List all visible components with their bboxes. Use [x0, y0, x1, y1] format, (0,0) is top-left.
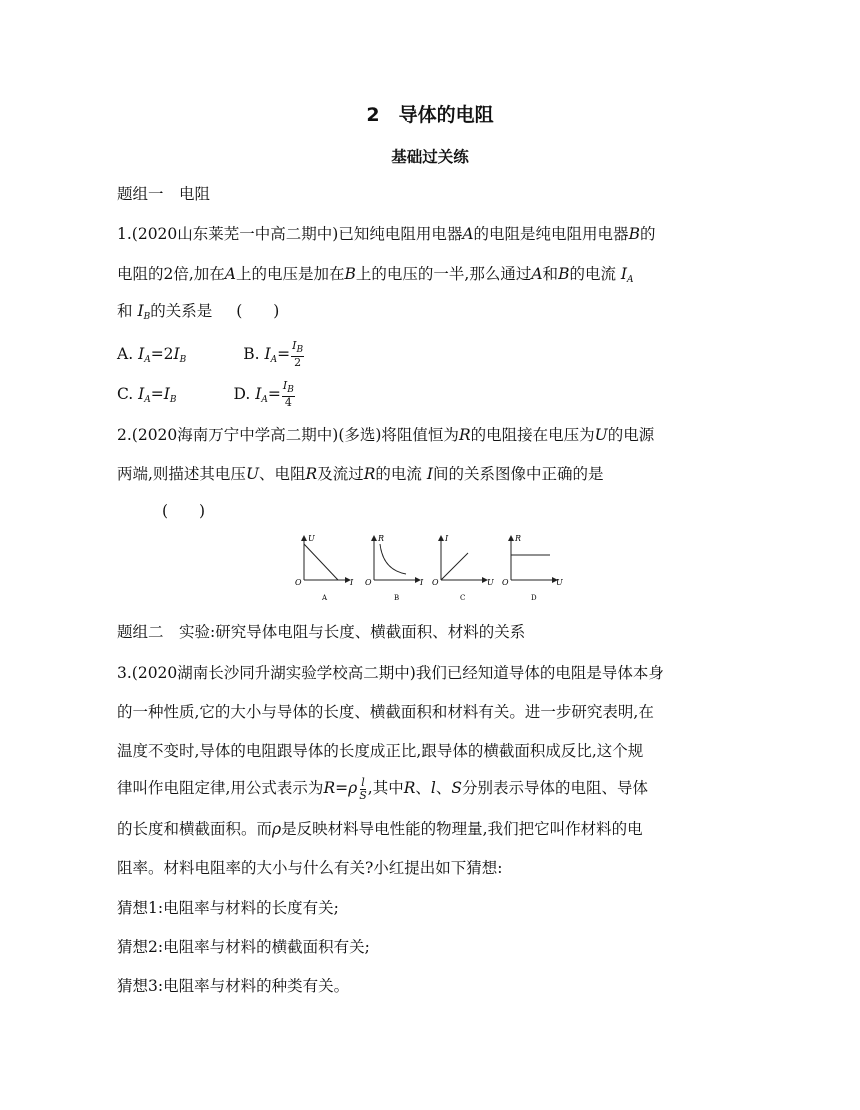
graph-b[interactable] — [365, 534, 424, 602]
q3-line4: 律叫作电阻定律,用公式表示为R=ρ $\frac{l}{S}$ ,其中R、l、S分别表示导体的电阻、导体 — [117, 775, 649, 802]
group2-heading: 题组二 实验:研究导体电阻与长度、横截面积、材料的关系 — [117, 623, 526, 641]
graph-a-y-label: U — [308, 534, 315, 543]
section-subtitle: 基础过关练 — [391, 148, 469, 166]
graph-a-origin: O — [295, 578, 302, 587]
graph-b-curve — [380, 544, 406, 574]
graph-b-x-label: I — [420, 578, 424, 587]
graph-c-origin: O — [432, 578, 439, 587]
group1-heading: 题组一 电阻 — [117, 185, 211, 203]
q1-line2: 电阻的2倍,加在A上的电压是加在B上的电压的一半,那么通过A和B的电流 $I_A$ — [117, 265, 634, 285]
graph-c-y-label: I — [445, 534, 449, 543]
graph-a-curve — [304, 544, 338, 580]
guess-3: 猜想3:电阻率与材料的种类有关。 — [117, 977, 350, 995]
graph-d-x-label: U — [556, 578, 563, 587]
graph-c-curve — [441, 553, 468, 580]
graph-a-x-label: I — [350, 578, 354, 587]
q1-line3: 和 $I_B$的关系是 ( ) — [117, 302, 280, 322]
graph-d-y-label: R — [515, 534, 522, 543]
q3-line2: 的一种性质,它的大小与导体的长度、横截面积和材料有关。进一步研究表明,在 — [117, 703, 654, 721]
q1-line1: 1.(2020山东莱芜一中高二期中)已知纯电阻用电器A的电阻是纯电阻用电器B的 — [117, 225, 656, 243]
graph-d-label: D — [531, 594, 537, 602]
graph-b-y-label: R — [378, 534, 385, 543]
q2-graph-options — [290, 530, 570, 605]
q3-line3: 温度不变时,导体的电阻跟导体的长度成正比,跟导体的横截面积成反比,这个规 — [117, 742, 644, 760]
graph-b-origin: O — [365, 578, 372, 587]
page-title: 2 导体的电阻 — [366, 104, 494, 126]
graph-c[interactable] — [432, 534, 494, 602]
guess-2: 猜想2:电阻率与材料的横截面积有关; — [117, 938, 370, 956]
graph-a[interactable] — [295, 534, 354, 602]
q2-line2: 两端,则描述其电压U、电阻R及流过R的电流 I间的关系图像中正确的是 — [117, 465, 604, 483]
q2-line1: 2.(2020海南万宁中学高二期中)(多选)将阻值恒为R的电阻接在电压为U的电源 — [117, 426, 655, 444]
graph-d[interactable] — [502, 534, 563, 602]
q2-bracket: ( ) — [162, 502, 206, 520]
q3-line5: 的长度和横截面积。而ρ是反映材料导电性能的物理量,我们把它叫作材料的电 — [117, 820, 643, 838]
q1-option-b[interactable]: B. $I_A=$ $\frac{I_B}{2}$ — [243, 339, 304, 369]
guess-1: 猜想1:电阻率与材料的长度有关; — [117, 899, 339, 917]
graph-a-label: A — [322, 594, 328, 602]
graph-d-origin: O — [502, 578, 509, 587]
q3-line1: 3.(2020湖南长沙同升湖实验学校高二期中)我们已经知道导体的电阻是导体本身 — [117, 664, 664, 682]
q1-options-row1 — [117, 340, 304, 369]
q1-option-a[interactable]: A. $I_A=2I_B$ — [117, 344, 187, 365]
graph-c-x-label: U — [487, 578, 494, 587]
graph-c-label: C — [460, 594, 466, 602]
q1-options-row2 — [117, 380, 295, 409]
q1-option-c[interactable]: C. $I_A=I_B$ — [117, 384, 177, 405]
q1-option-d[interactable]: D. $I_A=$ $\frac{I_B}{4}$ — [233, 379, 294, 409]
q3-line6: 阻率。材料电阻率的大小与什么有关?小红提出如下猜想: — [117, 859, 503, 877]
graph-b-label: B — [394, 594, 400, 602]
formula-fraction: $\frac{l}{S}$ — [359, 775, 367, 802]
